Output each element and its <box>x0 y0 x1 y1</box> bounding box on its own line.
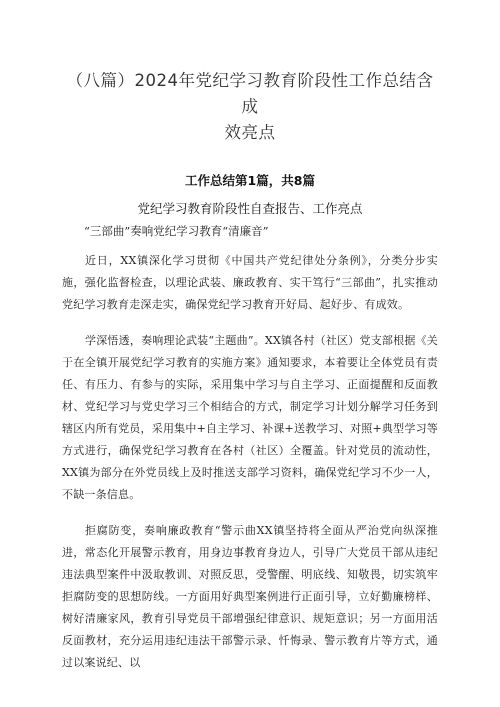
document-title-line1: （八篇）2024年党纪学习教育阶段性工作总结含成 <box>66 71 434 116</box>
paragraph-theory: 学深悟透，奏响理论武装“主题曲”。XX镇各村（社区）党支部根据《关于在全镇开展党纪学习教育的实施方案》通知要求，本着要让全体党员有责任、有压力、有参与的实际，采用集中学习与自主学习、正面提醒和反面教材、党纪学习与党史学习三个相结合的方式，制定学习计划分解学习任务到辖区内所有党员，采用集中+自主学习、补课+送教学习、对照+典型学习等方式进行，确保党纪学习教育在各村（社区）全覆盖。针对党员的流动性，XX镇为部分在外党员线上及时推送支部学习资料，确保党纪学习不少一人，不缺一条信息。 <box>62 334 438 501</box>
paragraph-warning: 拒腐防变，奏响廉政教育“警示曲XX镇坚持将全面从严治党向纵深推进，常态化开展警示教育，用身边事教育身边人，引导广大党员干部从违纪违法典型案件中汲取教训、对照反思，受警醒、明底线、知敬畏，切实筑牢拒腐防变的思想防线。一方面用好典型案例进行正面引导，立好勤廉榜样、树好清廉家风，教育引导党员干部增强纪律意识、规矩意识；另一方面用活反面教材，充分运用违纪违法干部警示录、忏悔录、警示教育片等方式，通过以案说纪、以 <box>62 524 438 669</box>
document-title <box>62 68 438 146</box>
sub-heading: 党纪学习教育阶段性自查报告、工作亮点 <box>137 201 363 216</box>
section-title: “三部曲”奏响党纪学习教育“清廉音” <box>84 224 269 238</box>
paragraph-intro: 近日，XX镇深化学习贯彻《中国共产党纪律处分条例》，分类分步实施，强化监督检查，以理论武装、廉政教育、实干笃行“三部曲”，扎实推动党纪学习教育走深走实，确保党纪学习教育开好局、起好步、有成效。 <box>62 254 438 311</box>
part-heading: 工作总结第1篇，共8篇 <box>185 173 315 188</box>
document-title-line2: 效亮点 <box>224 123 276 142</box>
